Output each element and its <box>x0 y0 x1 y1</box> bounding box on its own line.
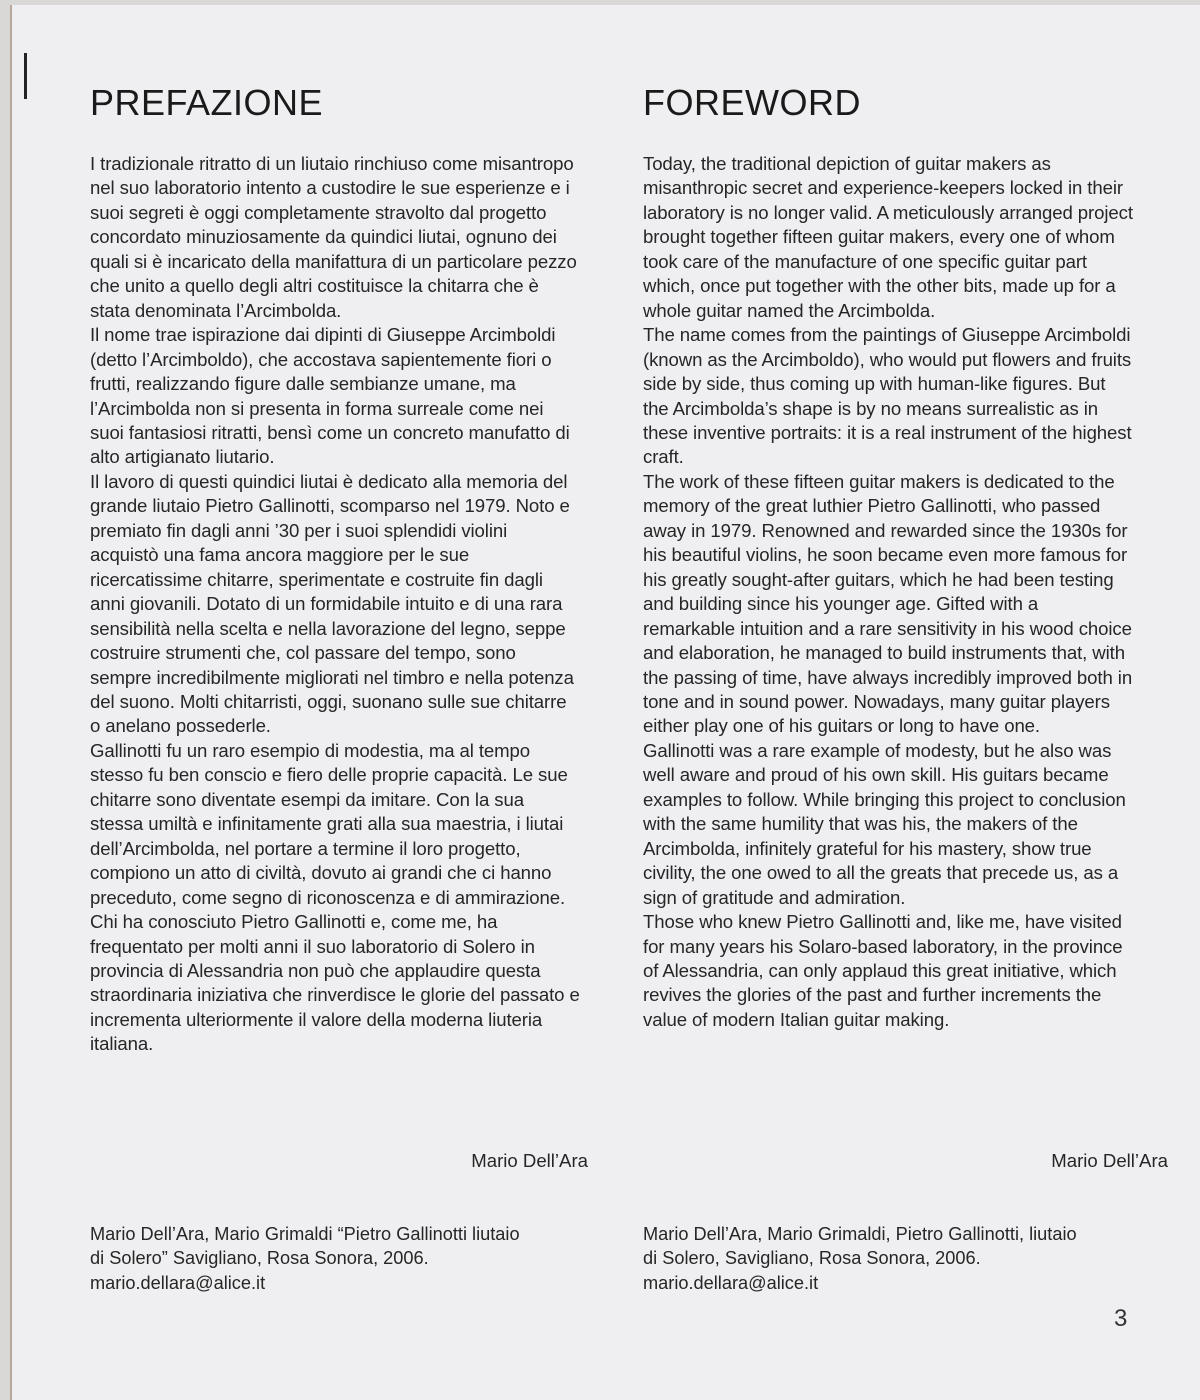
paragraph: I tradizionale ritratto di un liutaio rinchiuso come misantropo nel suo laboratorio intento a custodire le sue esperienze e i suoi segreti è oggi completamente stravolto dal progetto concordato minuziosamente da quindici liutai, ognuno dei quali si è incaricato della manifattura di un particolare pezzo che unito a quello degli altri costituisce la chitarra che è stata denominata l’Arcimbolda. <box>90 153 577 321</box>
reference-line: di Solero, Savigliano, Rosa Sonora, 2006. <box>643 1248 981 1269</box>
reference-line: di Solero” Savigliano, Rosa Sonora, 2006. <box>90 1248 429 1269</box>
reference-line: Mario Dell’Ara, Mario Grimaldi, Pietro Gallinotti, liutaio <box>643 1224 1077 1244</box>
paragraph: Il nome trae ispirazione dai dipinti di Giuseppe Arcimboldi (detto l’Arcimboldo), che accostava sapientemente fiori o frutti, realizzando figure dalle sembianze umane, ma l’Arcimbolda non si presenta in forma surreale come nei suoi fantasiosi ritratti, bensì come un concreto manufatto di alto artigianato liutario. <box>90 324 570 468</box>
reference-note <box>90 1222 590 1295</box>
paragraph: Gallinotti was a rare example of modesty, but he also was well aware and proud of his own skill. His guitars became examples to follow. While bringing this project to conclusion with the same humility that was his, the makers of the Arcimbolda, infinitely grateful for his mastery, show true civility, the one owed to all the greats that precede us, as a sign of gratitude and admiration. <box>643 739 1126 908</box>
italian-body <box>90 152 580 1057</box>
author-signature: Mario Dell’Ara <box>1051 1150 1168 1171</box>
book-page <box>10 5 1200 1400</box>
author-signature: Mario Dell’Ara <box>471 1150 588 1171</box>
paragraph: Il lavoro di questi quindici liutai è dedicato alla memoria del grande liutaio Pietro Gallinotti, scomparso nel 1979. Noto e premiato fin dagli anni ’30 per i suoi splendidi violini acquistò una fama ancora maggiore per le sue ricercatissime chitarre, sperimentate e costruite fin dagli anni giovanili. Dotato di un formidabile intuito e di una rara sensibilità nella scelta e nella lavorazione del legno, seppe costruire strumenti che, col passare del tempo, sono sempre incredibilmente migliorati nel timbro e nella potenza del suono. Molti chitarristi, oggi, suonano sulle sue chitarre o anelano possederle. <box>90 470 574 737</box>
paragraph: Chi ha conosciuto Pietro Gallinotti e, come me, ha frequentato per molti anni il suo laboratorio di Solero in provincia di Alessandria non può che applaudire questa straordinaria iniziativa che rinverdisce le glorie del passato e incrementa ulteriormente il valore della moderna liuteria italiana. <box>90 911 580 1055</box>
author-email: mario.dellara@alice.it <box>643 1272 819 1293</box>
reference-line: Mario Dell’Ara, Mario Grimaldi “Pietro Gallinotti liutaio <box>90 1224 520 1244</box>
binding-staple <box>24 53 27 99</box>
author-email: mario.dellara@alice.it <box>90 1272 266 1293</box>
paragraph: The work of these fifteen guitar makers is dedicated to the memory of the great luthier Pietro Gallinotti, who passed away in 1979. Renowned and rewarded since the 1930s for his beautiful violins, he soon became even more famous for his greatly sought-after guitars, which he had been testing and building since his younger age. Gifted with a remarkable intuition and a rare sensitivity in his wood choice and elaboration, he managed to build instruments that, with the passing of time, have always incredibly improved both in tone and in sound power. Nowadays, many guitar players either play one of his guitars or long to have one. <box>643 470 1133 737</box>
paragraph: Gallinotti fu un raro esempio di modestia, ma al tempo stesso fu ben conscio e fiero delle proprie capacità. Le sue chitarre sono diventate esempi da imitare. Con la sua stessa umiltà e infinitamente grati alla sua maestria, i liutai dell’Arcimbolda, nel portare a termine il loro progetto, compiono un atto di civiltà, dovuto ai grandi che ci hanno preceduto, come segno di riconoscenza e di ammirazione. <box>90 739 568 908</box>
reference-note <box>643 1222 1143 1295</box>
paragraph: Today, the traditional depiction of guitar makers as misanthropic secret and experience-keepers locked in their laboratory is no longer valid. A meticulously arranged project brought together fifteen guitar makers, every one of whom took care of the manufacture of one specific guitar part which, once put together with the other bits, made up for a whole guitar named the Arcimbolda. <box>643 153 1133 321</box>
page-number: 3 <box>1114 1305 1128 1332</box>
heading-prefazione: PREFAZIONE <box>90 82 324 123</box>
english-body <box>643 152 1133 1032</box>
heading-foreword: FOREWORD <box>643 82 861 123</box>
paragraph: The name comes from the paintings of Giuseppe Arcimboldi (known as the Arcimboldo), who would put flowers and fruits side by side, thus coming up with human-like figures. But the Arcimbolda’s shape is by no means surrealistic as in these inventive portraits: it is a real instrument of the highest craft. <box>643 324 1132 468</box>
paragraph: Those who knew Pietro Gallinotti and, like me, have visited for many years his Solaro-based laboratory, in the province of Alessandria, can only applaud this great initiative, which revives the glories of the past and further increments the value of modern Italian guitar making. <box>643 911 1123 1030</box>
